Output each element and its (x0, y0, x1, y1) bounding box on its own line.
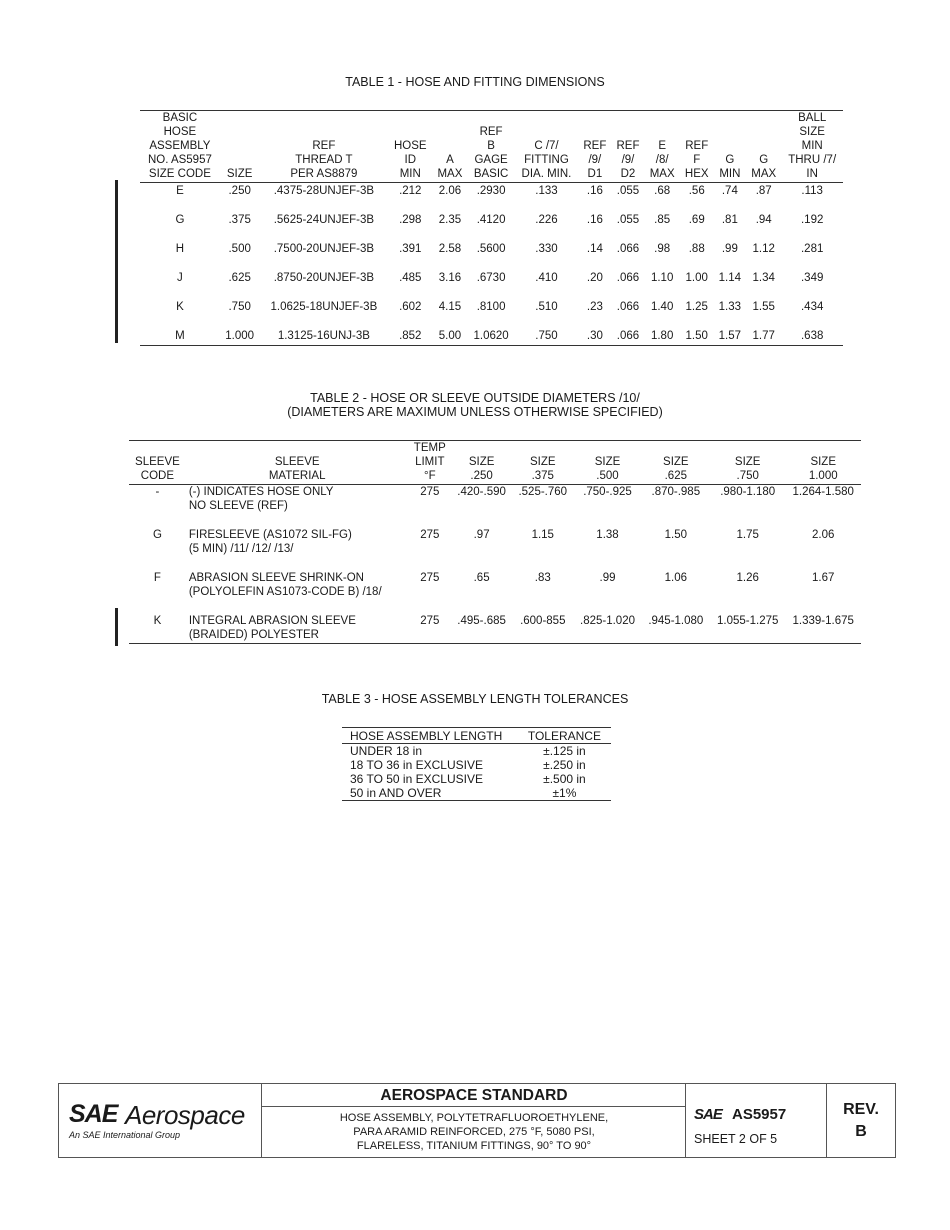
table1-column-header: BASIC HOSE ASSEMBLY NO. AS5957 SIZE CODE (140, 111, 220, 183)
table-cell: .56 (688, 185, 705, 197)
table-row (140, 271, 843, 300)
table-row (129, 614, 861, 644)
table-row (140, 329, 843, 346)
table-cell: J (177, 272, 183, 284)
table-cell: .825-1.020 (580, 615, 635, 627)
table-cell: .281 (800, 243, 824, 255)
table-cell: K (153, 615, 162, 627)
table-cell: .6730 (476, 272, 506, 284)
logo-aerospace-wordmark: Aerospace (125, 1100, 245, 1130)
table-cell: 1.67 (812, 572, 835, 584)
table-cell: .4375-28UNJEF-3B (273, 185, 375, 197)
table2-subtitle: (DIAMETERS ARE MAXIMUM UNLESS OTHERWISE SPECIFIED) (287, 405, 663, 419)
revision-label: REV. (843, 1101, 879, 1118)
table-cell: 1.40 (650, 301, 674, 313)
table2-title: TABLE 2 - HOSE OR SLEEVE OUTSIDE DIAMETERS /10/ (310, 391, 640, 405)
table1-body (140, 183, 843, 346)
table-cell: .066 (616, 330, 640, 342)
table-cell: 1.00 (685, 272, 708, 284)
table-cell: .5600 (476, 243, 506, 255)
change-bar (115, 180, 118, 343)
table1-column-header: G MIN (714, 111, 746, 183)
table-cell: FIRESLEEVE (AS1072 SIL-FG) (5 MIN) /11/ /12/ /13/ (188, 529, 352, 555)
table-cell: ABRASION SLEEVE SHRINK-ON (POLYOLEFIN AS1073-CODE B) /18/ (188, 572, 382, 598)
table-cell: .852 (399, 330, 422, 342)
table-cell: .349 (800, 272, 824, 284)
table-cell: UNDER 18 in (350, 744, 423, 758)
document-number-cell (686, 1084, 827, 1157)
standard-title-cell (262, 1084, 686, 1157)
table-cell: .14 (586, 243, 603, 255)
table-cell: .298 (399, 214, 422, 226)
table-cell: .192 (800, 214, 824, 226)
table-cell: .066 (616, 243, 640, 255)
table2-column-header: SIZE .250 (451, 441, 512, 485)
table-cell: .750 (535, 330, 558, 342)
table-cell: H (175, 243, 185, 255)
table-cell: ±.500 in (543, 772, 586, 786)
table1-column-header: REF B GAGE BASIC (468, 111, 515, 183)
table3-body (342, 744, 611, 801)
table-cell: .113 (801, 185, 823, 197)
table-cell: .602 (399, 301, 422, 313)
table-cell: M (175, 330, 185, 342)
table-cell: .980-1.180 (720, 486, 776, 498)
table-cell: K (176, 301, 184, 313)
table-cell: .133 (535, 185, 558, 197)
table-cell: .625 (228, 272, 251, 284)
table-cell: 275 (420, 615, 440, 627)
table-cell: 275 (420, 486, 440, 498)
table-cell: .16 (586, 214, 603, 226)
table-cell: .410 (535, 272, 558, 284)
table-cell: .434 (800, 301, 824, 313)
table-cell: 1.3125-16UNJ-3B (277, 330, 370, 342)
table2-column-header: SLEEVE CODE (129, 441, 186, 485)
table1-column-header: REF F HEX (680, 111, 714, 183)
sae-mark: SAE (694, 1106, 722, 1123)
length-tolerances-table (342, 727, 611, 801)
table-cell: .20 (586, 272, 603, 284)
table-cell: 1.34 (752, 272, 775, 284)
table-cell: .500 (228, 243, 251, 255)
table-cell: .226 (535, 214, 558, 226)
table-cell: .5625-24UNJEF-3B (273, 214, 375, 226)
table-cell: 1.80 (650, 330, 674, 342)
table-cell: .83 (534, 572, 551, 584)
table-cell: 1.38 (596, 529, 619, 541)
standard-title (262, 1111, 686, 1153)
table-cell: .98 (654, 243, 671, 255)
logo-tagline: An SAE International Group (69, 1130, 181, 1140)
table-cell: .750 (228, 301, 251, 313)
revision-value: B (855, 1123, 867, 1140)
sheet-number: SHEET 2 OF 5 (694, 1132, 778, 1146)
title-line: PARA ARAMID REINFORCED, 275 °F, 5080 PSI, (353, 1126, 595, 1138)
table-cell: .8750-20UNJEF-3B (273, 272, 375, 284)
table2-column-header: SIZE .500 (573, 441, 641, 485)
table1-column-header: BALL SIZE MIN THRU /7/ IN (781, 111, 843, 183)
table-cell: .65 (473, 572, 490, 584)
table-cell: 1.12 (752, 243, 775, 255)
table-cell: 50 in AND OVER (350, 786, 442, 800)
table-row (342, 758, 611, 772)
table-cell: 1.15 (531, 529, 554, 541)
table-cell: .68 (654, 185, 671, 197)
table-cell: 1.055-1.275 (717, 615, 779, 627)
table1-column-header: HOSE ID MIN (388, 111, 432, 183)
table-cell: .066 (616, 301, 640, 313)
table-row (129, 571, 861, 614)
table-cell: .375 (228, 214, 251, 226)
table-cell: .750-.925 (583, 486, 632, 498)
table-cell: .945-1.080 (648, 615, 704, 627)
table3-header-row (342, 728, 611, 744)
table-cell: .23 (586, 301, 603, 313)
table-row (129, 485, 861, 529)
table-cell: .74 (721, 185, 738, 197)
table-row (342, 786, 611, 801)
table2-column-header: SLEEVE MATERIAL (186, 441, 409, 485)
table-cell: INTEGRAL ABRASION SLEEVE (BRAIDED) POLYESTER (188, 615, 356, 641)
table-cell: 1.06 (664, 572, 687, 584)
table-cell: E (176, 185, 184, 197)
table-cell: .97 (473, 529, 490, 541)
table-cell: 1.0625-18UNJEF-3B (270, 301, 378, 313)
table3-column-header: TOLERANCE (518, 728, 611, 744)
table-cell: .69 (688, 214, 705, 226)
table-cell: .055 (616, 185, 640, 197)
table-cell: .638 (800, 330, 824, 342)
table-cell: 275 (420, 529, 440, 541)
table-cell: 1.10 (650, 272, 674, 284)
table-cell: .85 (654, 214, 671, 226)
change-bar (115, 608, 118, 646)
table2-column-header: TEMP LIMIT °F (409, 441, 452, 485)
table-cell: 1.77 (752, 330, 775, 342)
table1-column-header: C /7/ FITTING DIA. MIN. (515, 111, 579, 183)
table-cell: .99 (599, 572, 616, 584)
title-line: HOSE ASSEMBLY, POLYTETRAFLUOROETHYLENE, (339, 1112, 609, 1124)
table1-column-header: REF /9/ D1 (578, 111, 611, 183)
table-row (129, 528, 861, 571)
table1-column-header: SIZE (220, 111, 260, 183)
table-cell: 36 TO 50 in EXCLUSIVE (350, 772, 483, 786)
table3-column-header: HOSE ASSEMBLY LENGTH (342, 728, 518, 744)
table-row (140, 242, 843, 271)
table-cell: .391 (399, 243, 422, 255)
table-cell: .870-.985 (651, 486, 701, 498)
table-cell: ±1% (552, 786, 577, 800)
table-cell: 2.58 (438, 243, 462, 255)
table-cell: .16 (586, 185, 603, 197)
table-cell: (-) INDICATES HOSE ONLY NO SLEEVE (REF) (188, 486, 334, 512)
table-cell: 4.15 (438, 301, 462, 313)
logo-sae-mark: SAE (69, 1100, 118, 1128)
table-cell: 5.00 (438, 330, 462, 342)
table-cell: .87 (755, 185, 772, 197)
table-row (140, 183, 843, 214)
table-cell: .510 (535, 301, 558, 313)
table-cell: 1.000 (225, 330, 255, 342)
table-cell: ±.250 in (543, 758, 586, 772)
table-cell: .495-.685 (457, 615, 506, 627)
table-cell: 275 (420, 572, 440, 584)
title-block (58, 1083, 896, 1158)
table2-header-row (129, 441, 861, 485)
table-cell: 1.75 (736, 529, 759, 541)
table2-column-header: SIZE .750 (710, 441, 785, 485)
table-cell: 2.35 (438, 214, 462, 226)
table-cell: 18 TO 36 in EXCLUSIVE (350, 758, 483, 772)
table-cell: .250 (228, 185, 251, 197)
table-cell: .212 (399, 185, 422, 197)
table-cell: .8100 (476, 301, 506, 313)
table-cell: 1.50 (664, 529, 687, 541)
table-cell: G (152, 529, 162, 541)
table-cell: .94 (755, 214, 772, 226)
table-cell: 1.0620 (473, 330, 509, 342)
table-cell: .7500-20UNJEF-3B (273, 243, 375, 255)
table-cell: G (175, 214, 185, 226)
hose-fitting-dimensions-table (140, 110, 843, 346)
table-cell: 1.339-1.675 (792, 615, 854, 627)
table-cell: 1.264-1.580 (792, 486, 854, 498)
table-cell: 1.50 (685, 330, 708, 342)
table-cell: 1.14 (718, 272, 742, 284)
table1-column-header: A MAX (432, 111, 467, 183)
table-cell: .4120 (476, 214, 506, 226)
table2-column-header: SIZE 1.000 (785, 441, 861, 485)
table3-title: TABLE 3 - HOSE ASSEMBLY LENGTH TOLERANCES (321, 692, 629, 706)
table-cell: .88 (688, 243, 705, 255)
table-cell: .330 (535, 243, 558, 255)
document-number: AS5957 (732, 1106, 787, 1123)
table-row (342, 744, 611, 759)
table-row (342, 772, 611, 786)
table-cell: .055 (616, 214, 640, 226)
table-row (140, 213, 843, 242)
table-cell: .420-.590 (457, 486, 506, 498)
table-cell: F (153, 572, 161, 584)
table-cell: .066 (616, 272, 640, 284)
table-cell: .525-.760 (518, 486, 568, 498)
table-cell: 3.16 (438, 272, 462, 284)
table-cell: .2930 (476, 185, 506, 197)
table-cell: .81 (721, 214, 738, 226)
sleeve-outside-diameters-table (129, 440, 861, 644)
table1-column-header: REF THREAD T PER AS8879 (260, 111, 389, 183)
table-cell: 1.57 (718, 330, 742, 342)
table-cell: 1.25 (685, 301, 708, 313)
table-cell: ±.125 in (543, 744, 586, 758)
table2-body (129, 485, 861, 644)
table-cell: 2.06 (812, 529, 835, 541)
table-cell: .30 (586, 330, 603, 342)
table1-column-header: G MAX (746, 111, 781, 183)
table-cell: 1.33 (718, 301, 742, 313)
revision-cell (827, 1084, 895, 1157)
table-cell: 1.55 (752, 301, 775, 313)
table2-column-header: SIZE .625 (642, 441, 710, 485)
table1-header-row (140, 111, 843, 183)
table1-column-header: E /8/ MAX (645, 111, 680, 183)
table-row (140, 300, 843, 329)
table-cell: 1.26 (736, 572, 759, 584)
table2-column-header: SIZE .375 (512, 441, 573, 485)
table1-column-header: REF /9/ D2 (611, 111, 644, 183)
standard-heading: AEROSPACE STANDARD (262, 1084, 686, 1107)
table-cell: .99 (721, 243, 738, 255)
table1-title: TABLE 1 - HOSE AND FITTING DIMENSIONS (345, 75, 605, 89)
sae-aerospace-logo (59, 1084, 262, 1157)
table-cell: - (155, 486, 160, 498)
table-cell: .485 (399, 272, 422, 284)
table-cell: .600-855 (520, 615, 566, 627)
title-line: FLARELESS, TITANIUM FITTINGS, 90° TO 90° (356, 1140, 592, 1152)
table-cell: 2.06 (438, 185, 462, 197)
